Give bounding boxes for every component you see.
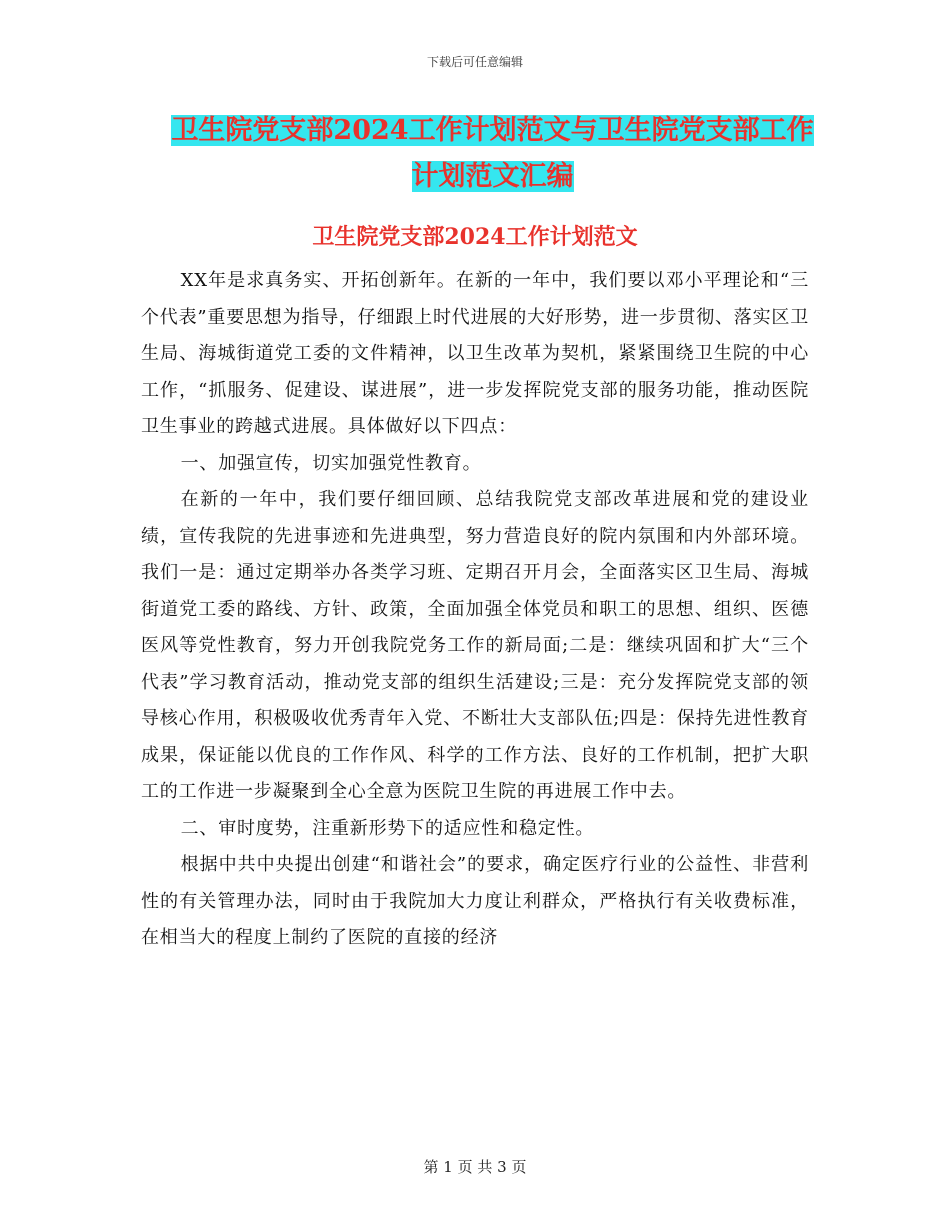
title-line-1: 卫生院党支部2024工作计划范文与卫生院党支部工作	[171, 115, 814, 146]
paragraph: 一、加强宣传，切实加强党性教育。	[180, 452, 482, 474]
document-body	[141, 263, 809, 957]
paragraph: 根据中共中央提出创建“和谐社会”的要求，确定医疗行业的公益性、非营利性的有关管理办法，同时由于我院加大力度让利群众，严格执行有关收费标准，在相当大的程度上制约了医院的直接的经济	[141, 854, 809, 948]
paragraph: XX年是求真务实、开拓创新年。在新的一年中，我们要以邓小平理论和“三个代表”重要思想为指导，仔细跟上时代进展的大好形势，进一步贯彻、落实区卫生局、海城街道党工委的文件精神，以卫生改革为契机，紧紧围绕卫生院的中心工作，“抓服务、促建设、谋进展”，进一步发挥院党支部的服务功能，推动医院卫生事业的跨越式进展。具体做好以下四点：	[141, 270, 809, 437]
title-line-2: 计划范文汇编	[411, 161, 574, 192]
paragraph: 二、审时度势，注重新形势下的适应性和稳定性。	[180, 817, 595, 839]
page-header: 下载后可任意编辑	[426, 55, 523, 69]
document-title	[140, 108, 845, 200]
section-title: 卫生院党支部2024工作计划范文	[312, 224, 638, 250]
page-footer: 第 1 页 共 3 页	[423, 1158, 527, 1176]
paragraph: 在新的一年中，我们要仔细回顾、总结我院党支部改革进展和党的建设业绩，宣传我院的先进事迹和先进典型，努力营造良好的院内氛围和内外部环境。我们一是：通过定期举办各类学习班、定期召开月会，全面落实区卫生局、海城街道党工委的路线、方针、政策，全面加强全体党员和职工的思想、组织、医德医风等党性教育，努力开创我院党务工作的新局面;二是：继续巩固和扩大“三个代表”学习教育活动，推动党支部的组织生活建设;三是：充分发挥院党支部的领导核心作用，积极吸收优秀青年入党、不断壮大支部队伍;四是：保持先进性教育成果，保证能以优良的工作作风、科学的工作方法、良好的工作机制，把扩大职工的工作进一步凝聚到全心全意为医院卫生院的再进展工作中去。	[141, 489, 809, 802]
